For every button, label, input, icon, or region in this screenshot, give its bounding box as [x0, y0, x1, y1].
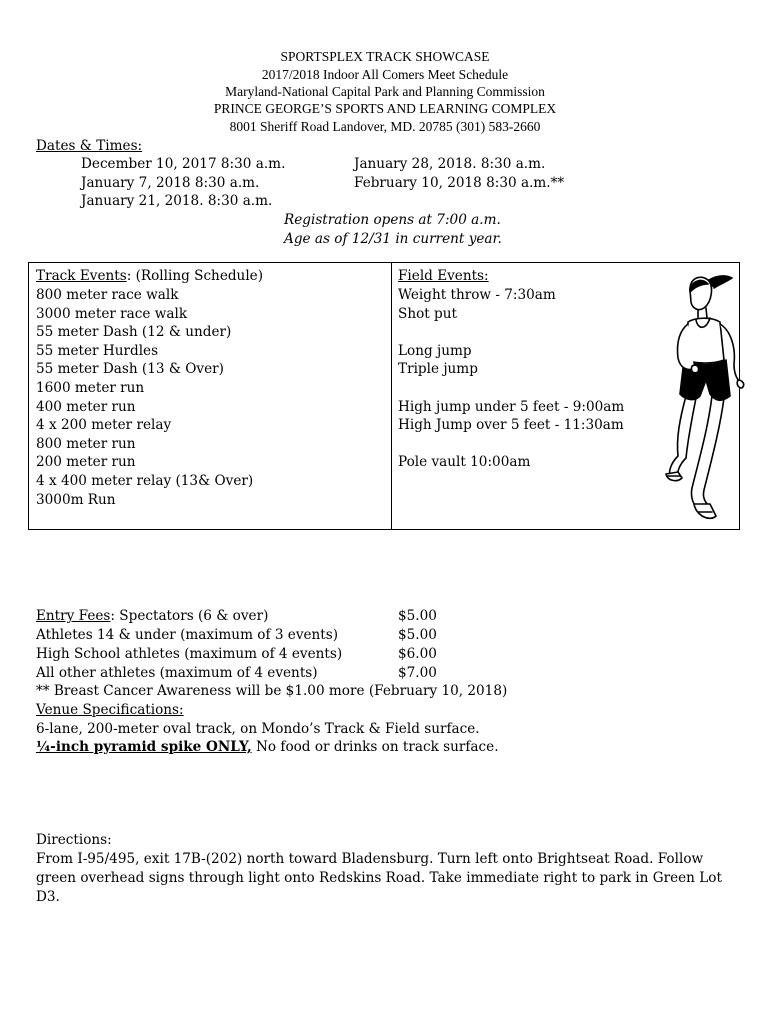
date-left-1: December 10, 2017 8:30 a.m. [81, 156, 286, 172]
header-line-4: 8001 Sheriff Road Landover, MD. 20785 (301) 583-2660 [229, 119, 541, 134]
fee-row-other-athletes [36, 664, 496, 683]
track-heading-label: Track Events [36, 268, 127, 284]
list-item: 400 meter run [36, 398, 136, 415]
field-events-heading: Field Events: [398, 268, 489, 284]
list-item: 4 x 200 meter relay [36, 417, 172, 434]
fee-label: High School athletes (maximum of 4 events) [36, 646, 343, 662]
fee-amount: $6.00 [398, 646, 437, 662]
fee-row-spectators [36, 607, 496, 626]
list-item: 4 x 400 meter relay (13& Over) [36, 472, 254, 489]
track-events-list [36, 286, 253, 509]
fees-heading: Entry Fees [36, 608, 111, 624]
fee-row-athletes-14-under [36, 626, 496, 645]
list-item: 55 meter Dash (12 & under) [36, 324, 232, 341]
list-item: Long jump [398, 342, 472, 359]
list-item: Pole vault 10:00am [398, 454, 531, 471]
fee-amount: $5.00 [398, 608, 437, 624]
list-item: Shot put [398, 305, 457, 322]
list-item: Weight throw - 7:30am [398, 287, 556, 303]
fee-amount: $5.00 [398, 627, 437, 643]
registration-note: Registration opens at 7:00 a.m. [284, 212, 501, 228]
spike-rule: ¼-inch pyramid spike ONLY, [36, 739, 252, 755]
venue-line-2 [36, 738, 499, 757]
list-item [398, 379, 624, 398]
track-heading-suffix: : (Rolling Schedule) [126, 268, 264, 284]
list-item: 200 meter run [36, 454, 136, 471]
list-item: 1600 meter run [36, 379, 145, 396]
list-item [398, 323, 624, 342]
fee-amount: $7.00 [398, 665, 437, 681]
venue-line-2-rest: No food or drinks on track surface. [251, 739, 499, 755]
fee-label: Athletes 14 & under (maximum of 3 events) [36, 627, 339, 643]
directions-heading: Directions: [36, 832, 112, 848]
header-line-1: 2017/2018 Indoor All Comers Meet Schedule [261, 67, 509, 82]
header-line-3: PRINCE GEORGE’S SPORTS AND LEARNING COMPLEX [213, 101, 557, 116]
document-title: SPORTSPLEX TRACK SHOWCASE [280, 49, 490, 64]
field-events-list [398, 286, 624, 472]
list-item: 55 meter Dash (13 & Over) [36, 361, 224, 378]
dates-heading: Dates & Times: [36, 138, 143, 154]
date-left-3: January 21, 2018. 8:30 a.m. [81, 193, 273, 209]
directions-text: From I-95/495, exit 17B-(202) north toward Bladensburg. Turn left onto Brightseat Road. Follow green overhead signs through light onto Redskins Road. Take immediate right to park in Green Lot D3. [36, 851, 722, 905]
list-item: Triple jump [398, 361, 478, 378]
venue-heading: Venue Specifications: [36, 702, 184, 718]
list-item: 55 meter Hurdles [36, 342, 159, 359]
list-item: 3000m Run [36, 491, 116, 508]
breast-cancer-note: ** Breast Cancer Awareness will be $1.00 more (February 10, 2018) [36, 683, 508, 699]
track-events-heading [36, 267, 263, 286]
header-line-2: Maryland-National Capital Park and Planning Commission [225, 84, 545, 99]
fee-row-high-school [36, 645, 496, 664]
list-item: 800 meter run [36, 435, 136, 452]
list-item: High jump under 5 feet - 9:00am [398, 398, 625, 415]
list-item: 3000 meter race walk [36, 305, 188, 322]
date-right-2: February 10, 2018 8:30 a.m.** [354, 175, 565, 191]
age-note: Age as of 12/31 in current year. [284, 231, 502, 247]
fee-label: All other athletes (maximum of 4 events) [36, 665, 318, 681]
date-left-2: January 7, 2018 8:30 a.m. [81, 175, 260, 191]
list-item: High Jump over 5 feet - 11:30am [398, 417, 624, 434]
events-divider [391, 262, 392, 530]
list-item: 800 meter race walk [36, 287, 179, 303]
runner-illustration [650, 268, 750, 530]
date-right-1: January 28, 2018. 8:30 a.m. [354, 156, 546, 172]
list-item [398, 435, 624, 454]
venue-line-1: 6-lane, 200-meter oval track, on Mondo’s Track & Field surface. [36, 721, 480, 737]
fee-label: : Spectators (6 & over) [110, 608, 269, 624]
